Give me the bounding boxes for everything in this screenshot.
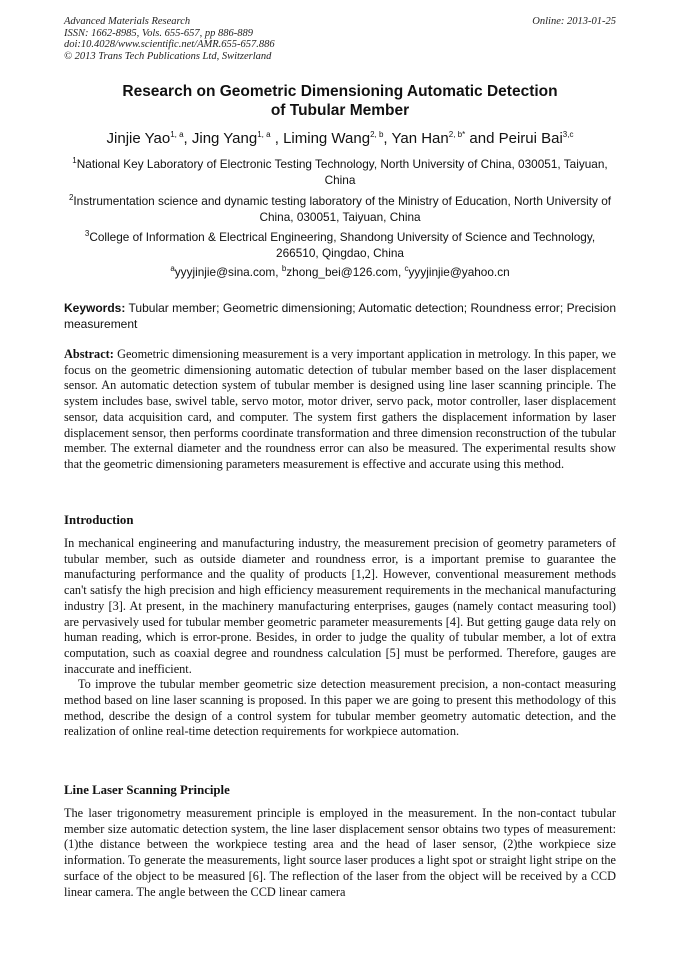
introduction-body xyxy=(64,536,616,740)
paragraph: In mechanical engineering and manufacturing industry, the measurement precision of geometry parameters of tubular member, such as outside diameter and roundness error, is a important premise to guarantee the manufacturing performance and the quality of products [1,2]. However, conventional measurement methods can't satisfy the high precision and high efficiency measurement requirements in the mechanical manufacturing industry [3]. At present, in the machinery manufacturing enterprises, gauges (namely contact measuring tool) are pervasively used for tubular member geometric parameter measurements [4]. But getting gauge data rely on human reading, which is error-prone. Besides, in order to judge the quality of tubular member, a lot of extra computation, such as coaxial degree and roundness calculation [5] must be performed. Therefore, gauges are inaccurate and inefficient. xyxy=(64,536,616,676)
email-mark: c xyxy=(404,264,409,274)
copyright-line: © 2013 Trans Tech Publications Ltd, Switzerland xyxy=(64,50,272,62)
title-line-2: of Tubular Member xyxy=(270,102,410,119)
paragraph: The laser trigonometry measurement principle is employed in the measurement. In the non-contact tubular member size automatic detection system, the line laser displacement sensor obtains two types of measurement: (1)the distance between the workpiece testing area and the head of laser sensor, (2)the workpiece size information. To generate the measurements, light source laser produces a light spot or straight light stripe on the surface of the object to be measured [6]. The reflection of the laser from the object will be received by a CCD linear camera. The angle between the CCD linear camera xyxy=(64,806,616,899)
section-heading-introduction: Introduction xyxy=(64,513,134,527)
affiliation-1 xyxy=(64,156,616,188)
affiliation-text: Instrumentation science and dynamic testing laboratory of the Ministry of Education, North University of China, 030051, Taiyuan, China xyxy=(73,194,612,224)
paper-title xyxy=(64,82,616,120)
journal-header xyxy=(64,16,616,62)
abstract-block xyxy=(64,347,616,473)
author-name: Yan Han xyxy=(391,130,449,147)
email-mark: b xyxy=(281,264,287,274)
keywords-text: Tubular member; Geometric dimensioning; Automatic detection; Roundness error; Precision measurement xyxy=(64,301,616,331)
author-list: Jinjie Yao$^{1, a}$, Jing Yang$^{1, a}$ , Liming Wang$^{2, b}$, Yan Han$^{2, b*}$ and Peirui Bai$^{3,c}$ xyxy=(106,130,574,147)
author-affiliation-mark: 3,c xyxy=(562,130,574,139)
author-affiliation-mark: 1, a xyxy=(257,130,271,139)
email-link[interactable]: yyyjinjie@yahoo.cn xyxy=(408,265,510,279)
issn-line: ISSN: 1662-8985, Vols. 655-657, pp 886-889 xyxy=(64,27,253,39)
online-date: Online: 2013-01-25 xyxy=(532,16,616,27)
keywords-block xyxy=(64,300,616,332)
paragraph: To improve the tubular member geometric size detection measurement precision, a non-contact measuring method based on line laser scanning is proposed. In this paper we are going to present this methodology of this method, describe the design of a control system for tubular member geometry automatic detection, and the realization of online real-time detection requirements for workpiece automation. xyxy=(64,677,616,739)
email-link[interactable]: zhong_bei@126.com xyxy=(286,265,398,279)
email-link[interactable]: yyyjinjie@sina.com xyxy=(174,265,276,279)
affiliation-2 xyxy=(64,193,616,225)
keywords-label: Keywords: xyxy=(64,301,126,315)
abstract-text: Geometric dimensioning measurement is a very important application in metrology. In this paper, we focus on the geometric dimensioning automatic detection of tubular member based on the laser displacement sensor. An automatic detection system of tubular member is designed using line laser scanning principle. The system includes base, swivel table, servo motor, motor driver, servo pack, motor controller, laser displacement sensor, data acquisition card, and computer. The system first gathers the displacement information by laser displacement sensor, then performs coordinate transformation and three dimension reconstruction of the tubular member. The external diameter and the roundness error can also be measured. The experimental results show that the geometric dimensioning parameters measurement is effective and accurate using this method. xyxy=(64,347,616,471)
journal-name: Advanced Materials Research xyxy=(64,16,191,27)
author-name: Jinjie Yao xyxy=(106,130,171,147)
section-heading-line-laser: Line Laser Scanning Principle xyxy=(64,783,230,797)
line-laser-body xyxy=(64,806,616,900)
abstract-label: Abstract: xyxy=(64,347,114,361)
author-emails: $^a$yyyjinjie@sina.com, $^b$zhong_bei@126.com, $^c$yyyjinjie@yahoo.cn xyxy=(170,264,510,279)
doi-line: doi:10.4028/www.scientific.net/AMR.655-657.886 xyxy=(64,39,275,50)
author-affiliation-mark: 1, a xyxy=(170,130,184,139)
author-affiliation-mark: 2, b* xyxy=(448,130,466,139)
affiliation-3 xyxy=(64,229,616,261)
affiliation-text: College of Information & Electrical Engineering, Shandong University of Science and Technology, 266510, Qingdao, China xyxy=(89,230,596,260)
affiliation-text: National Key Laboratory of Electronic Testing Technology, North University of China, 030051, Taiyuan, China xyxy=(76,157,608,187)
title-line-1: Research on Geometric Dimensioning Automatic Detection xyxy=(122,83,558,100)
author-affiliation-mark: 2, b xyxy=(370,130,384,139)
email-mark: a xyxy=(170,264,175,274)
author-name: Liming Wang xyxy=(283,130,371,147)
author-name: Jing Yang xyxy=(191,130,258,147)
author-name: Peirui Bai xyxy=(498,130,563,147)
affiliation-number: 2 xyxy=(68,193,74,203)
affiliation-number: 1 xyxy=(72,156,77,166)
affiliation-number: 3 xyxy=(84,229,90,239)
